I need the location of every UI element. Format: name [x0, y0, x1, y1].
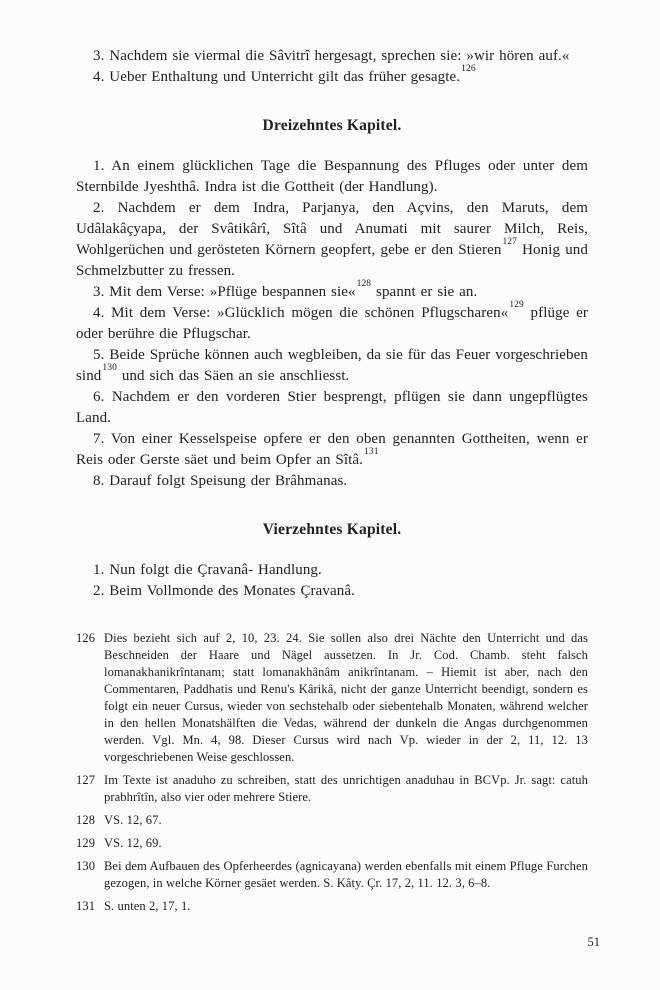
footnote-ref: 127 — [502, 236, 518, 247]
paragraph: 7. Von einer Kesselspeise opfere er den oben genannten Gottheiten, wenn er Reis oder Gerste säet und beim Opfer an Sîtâ.$^{131}$ — [76, 431, 588, 468]
paragraph: 2. Beim Vollmonde des Monates Çravanâ. — [93, 583, 355, 599]
footnote-number: 131 — [76, 899, 96, 913]
footnote-text: S. unten 2, 17, 1. — [104, 899, 191, 913]
text-block — [76, 46, 588, 921]
footnote-number: 126 — [76, 631, 96, 645]
footnote-ref: 129 — [509, 299, 524, 310]
footnote-number: 130 — [76, 859, 96, 873]
paragraph: 4. Mit dem Verse: »Glücklich mögen die schönen Pflugscharen«$^{129}$ pflüge er oder berühre die Pflugschar. — [76, 299, 588, 342]
footnote-text: VS. 12, 69. — [104, 836, 162, 850]
footnote-ref: 131 — [364, 446, 379, 457]
footnote — [76, 812, 588, 829]
footnotes-section — [76, 630, 588, 915]
footnote — [76, 898, 588, 915]
paragraph: 1. An einem glücklichen Tage die Bespannung des Pfluges oder unter dem Sternbilde Jyeshthâ. Indra ist die Gottheit (der Handlung). — [76, 158, 588, 195]
footnote-text: Bei dem Aufbauen des Opferheerdes (agnicayana) werden ebenfalls mit einem Pfluge Furchen gezogen, in welche Körner gesäet werden. S. Kâty. Çr. 17, 2, 11. 12. 3, 6–8. — [104, 859, 588, 890]
paragraph: 8. Darauf folgt Speisung der Brâhmanas. — [93, 473, 348, 489]
page-number: 51 — [587, 935, 600, 949]
footnote — [76, 858, 588, 892]
footnote-text: Dies bezieht sich auf 2, 10, 23. 24. Sie sollen also drei Nächte den Unterricht und das Beschneiden der Haare und Nägel aussetzen. In Jr. Cod. Chamb. steht falsch lomanakhanikrîntanam; statt lomanakhânâm anikrîntanam. – Hiemit ist aber, nach den Commentaren, Paddhatis und Renu's Kârikâ, nicht der ganze Unterricht beendigt, sondern es folgt ein neuer Cursus, wieder von sechstehalb oder siebentehalb Monaten, während welcher in den hellen Monatshälften die Vedas, während der dunkeln die Angas durchgenommen werden. Vgl. Mn. 4, 98. Dieser Cursus wird nach Vp. wieder in der 2, 11, 12. 13 vorgeschriebenen Weise geschlossen. — [104, 631, 588, 764]
footnote — [76, 772, 588, 806]
footnote-ref: 126 — [461, 63, 476, 74]
paragraph: 2. Nachdem er dem Indra, Parjanya, den Açvins, den Maruts, dem Udâlakâçyapa, der Svâtikârî, Sîtâ und Anumati mit saurer Milch, Reis, Wohlgerüchen und gerösteten Körnern geopfert, gebe er den Stieren$^{127}$ Honig und Schmelzbutter zu fressen. — [76, 200, 588, 279]
paragraph: 1. Nun folgt die Çravanâ- Handlung. — [93, 562, 322, 578]
footnote-text: Im Texte ist anaduho zu schreiben, statt des unrichtigen anaduhau in BCVp. Jr. sagt: catuh prabhrîtîn, also vier oder mehrere Stiere. — [104, 773, 588, 804]
paragraph: 3. Nachdem sie viermal die Sâvitrî hergesagt, sprechen sie: »wir hören auf.« — [93, 48, 570, 64]
footnote-number: 128 — [76, 813, 96, 827]
paragraph: 6. Nachdem er den vorderen Stier besprengt, pflügen sie dann ungepflügtes Land. — [76, 389, 588, 426]
paragraph: 3. Mit dem Verse: »Pflüge bespannen sie«$^{128}$ spannt er sie an. — [93, 278, 478, 300]
paragraph: 4. Ueber Enthaltung und Unterricht gilt das früher gesagte.$^{126}$ — [93, 63, 476, 85]
footnote-ref: 130 — [102, 362, 117, 373]
footnote-number: 127 — [76, 773, 96, 787]
footnote-text: VS. 12, 67. — [104, 813, 162, 827]
footnote — [76, 835, 588, 852]
chapter-heading: Dreizehntes Kapitel. — [262, 117, 402, 134]
paragraph: 5. Beide Sprüche können auch wegbleiben, da sie für das Feuer vorgeschrieben sind$^{130}$ und sich das Säen an sie anschliesst. — [76, 347, 588, 384]
chapter-heading: Vierzehntes Kapitel. — [262, 521, 402, 538]
footnote — [76, 630, 588, 766]
footnote-ref: 128 — [356, 278, 372, 289]
footnote-number: 129 — [76, 836, 96, 850]
